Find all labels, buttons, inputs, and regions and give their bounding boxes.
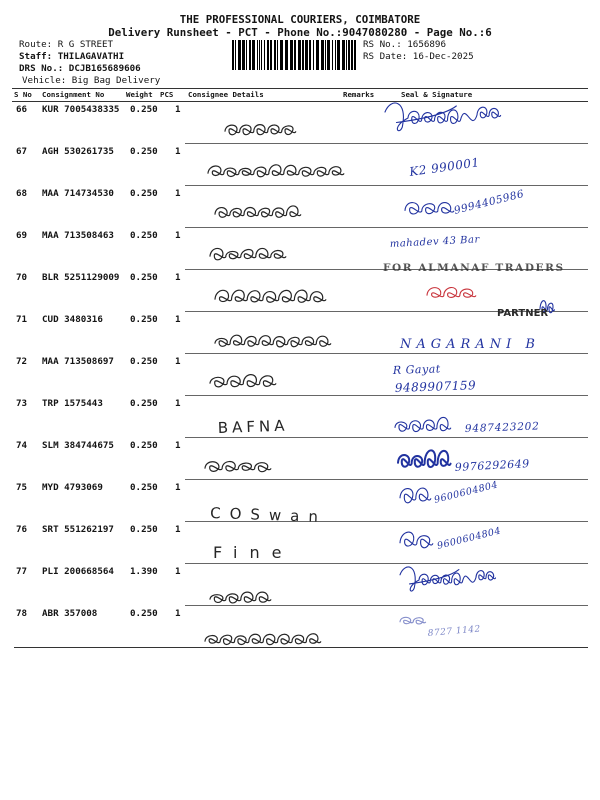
barcode-bar bbox=[313, 40, 314, 70]
seal-handwritten-note: K2 990001 bbox=[408, 155, 481, 179]
column-header-seal: Seal & Signature bbox=[401, 90, 473, 99]
seal-handwritten-note: 8727 1142 bbox=[427, 624, 482, 639]
barcode-bar bbox=[249, 40, 251, 70]
column-header-remarks: Remarks bbox=[343, 90, 375, 99]
drs-number: DRS No.: DCJB165689606 bbox=[19, 63, 141, 74]
rs-number: RS No.: 1656896 bbox=[363, 39, 446, 50]
company-title: THE PROFESSIONAL COURIERS, COIMBATORE bbox=[179, 13, 421, 26]
barcode-bar bbox=[335, 40, 336, 70]
pieces-count: 1 bbox=[175, 272, 181, 283]
consignment-number: ABR 357008 bbox=[42, 608, 98, 619]
weight-value: 0.250 bbox=[130, 104, 158, 115]
column-header-consignee: Consignee Details bbox=[188, 90, 264, 99]
seal-handwritten-note: 9600604804 bbox=[433, 479, 500, 506]
barcode-bar bbox=[277, 40, 278, 70]
pieces-count: 1 bbox=[175, 188, 181, 199]
weight-value: 0.250 bbox=[130, 230, 158, 241]
barcode-bar bbox=[232, 40, 234, 70]
weight-value: 0.250 bbox=[130, 524, 158, 535]
serial-number: 75 bbox=[16, 482, 28, 493]
pieces-count: 1 bbox=[175, 440, 181, 451]
seal-handwritten-note: 9976292649 bbox=[454, 457, 531, 474]
weight-value: 0.250 bbox=[130, 314, 158, 325]
rs-date: RS Date: 16-Dec-2025 bbox=[363, 51, 474, 62]
runsheet-info-right bbox=[363, 39, 474, 63]
consignment-number: CUD 3480316 bbox=[42, 314, 103, 325]
table-row bbox=[0, 395, 600, 437]
serial-number: 68 bbox=[16, 188, 28, 199]
consignee-name: BAFNA bbox=[217, 416, 289, 437]
serial-number: 69 bbox=[16, 230, 28, 241]
table-row bbox=[0, 521, 600, 563]
consignment-number: MAA 713508697 bbox=[42, 356, 114, 367]
column-header-weight: Weight bbox=[126, 90, 153, 99]
table-row bbox=[0, 437, 600, 479]
serial-number: 74 bbox=[16, 440, 28, 451]
barcode-bar bbox=[348, 40, 350, 70]
consignment-number: PLI 200668564 bbox=[42, 566, 114, 577]
serial-number: 71 bbox=[16, 314, 28, 325]
weight-value: 0.250 bbox=[130, 440, 158, 451]
barcode-bar bbox=[309, 40, 311, 70]
vehicle-label: Vehicle: Big Bag Delivery bbox=[22, 75, 161, 86]
barcode-bar bbox=[351, 40, 353, 70]
weight-value: 0.250 bbox=[130, 356, 158, 367]
serial-number: 76 bbox=[16, 524, 28, 535]
barcode-bar bbox=[252, 40, 255, 70]
serial-number: 78 bbox=[16, 608, 28, 619]
column-header-sno: S No bbox=[14, 90, 32, 99]
consignment-number: MAA 713508463 bbox=[42, 230, 114, 241]
serial-number: 72 bbox=[16, 356, 28, 367]
serial-number: 73 bbox=[16, 398, 28, 409]
barcode-bar bbox=[316, 40, 319, 70]
weight-value: 1.390 bbox=[130, 566, 158, 577]
seal-stamp: FOR ALMANAF TRADERS bbox=[383, 262, 565, 274]
pieces-count: 1 bbox=[175, 104, 181, 115]
seal-handwritten-note: mahadev 43 Bar bbox=[389, 234, 481, 250]
weight-value: 0.250 bbox=[130, 398, 158, 409]
consignment-number: MYD 4793069 bbox=[42, 482, 103, 493]
weight-value: 0.250 bbox=[130, 272, 158, 283]
table-row bbox=[0, 143, 600, 185]
weight-value: 0.250 bbox=[130, 608, 158, 619]
table-row bbox=[0, 185, 600, 227]
barcode-bar bbox=[302, 40, 304, 70]
table-row bbox=[0, 605, 600, 647]
barcode-bar bbox=[294, 40, 296, 70]
barcode-bar bbox=[332, 40, 333, 70]
serial-number: 67 bbox=[16, 146, 28, 157]
barcode-bar bbox=[270, 40, 272, 70]
pieces-count: 1 bbox=[175, 398, 181, 409]
pieces-count: 1 bbox=[175, 482, 181, 493]
seal-stamp: PARTNER bbox=[497, 308, 549, 319]
route-label: Route: R G STREET bbox=[19, 39, 114, 50]
table-row bbox=[0, 311, 600, 353]
barcode-bar bbox=[327, 40, 330, 70]
barcode-bar bbox=[280, 40, 283, 70]
consignment-number: TRP 1575443 bbox=[42, 398, 103, 409]
table-row bbox=[0, 101, 600, 143]
table-top-rule bbox=[12, 88, 588, 89]
seal-handwritten-note: 9489907159 bbox=[394, 378, 477, 395]
runsheet-info-left bbox=[19, 39, 160, 87]
barcode-bar bbox=[305, 40, 308, 70]
barcode-bar bbox=[235, 40, 236, 70]
consignment-number: MAA 714734530 bbox=[42, 188, 114, 199]
table-row bbox=[0, 227, 600, 269]
runsheet-title: Delivery Runsheet - PCT - Phone No.:9047080280 - Page No.:6 bbox=[108, 26, 492, 39]
consignee-name: COSwan bbox=[209, 504, 328, 527]
barcode bbox=[232, 40, 360, 70]
pieces-count: 1 bbox=[175, 608, 181, 619]
barcode-bar bbox=[264, 40, 265, 70]
weight-value: 0.250 bbox=[130, 482, 158, 493]
barcode-bar bbox=[267, 40, 269, 70]
consignee-name: Fine bbox=[213, 543, 294, 562]
barcode-bar bbox=[354, 40, 356, 70]
seal-handwritten-note: R Gayat bbox=[392, 362, 441, 377]
column-header-pcs: PCS bbox=[160, 90, 174, 99]
consignment-number: SRT 551262197 bbox=[42, 524, 114, 535]
seal-handwritten-note: 9994405986 bbox=[452, 187, 526, 217]
pieces-count: 1 bbox=[175, 230, 181, 241]
pieces-count: 1 bbox=[175, 566, 181, 577]
barcode-bar bbox=[261, 40, 262, 70]
barcode-bar bbox=[246, 40, 247, 70]
barcode-bar bbox=[325, 40, 326, 70]
seal-handwritten-note: 9600604804 bbox=[436, 525, 503, 552]
barcode-bar bbox=[342, 40, 345, 70]
pieces-count: 1 bbox=[175, 356, 181, 367]
staff-label: Staff: THILAGAVATHI bbox=[19, 51, 125, 62]
consignment-number: BLR 5251129009 bbox=[42, 272, 120, 283]
serial-number: 77 bbox=[16, 566, 28, 577]
column-header-consignment: Consignment No bbox=[42, 90, 105, 99]
barcode-bar bbox=[346, 40, 347, 70]
pieces-count: 1 bbox=[175, 146, 181, 157]
table-row bbox=[0, 353, 600, 395]
barcode-bar bbox=[259, 40, 260, 70]
pieces-count: 1 bbox=[175, 314, 181, 325]
table-row bbox=[0, 479, 600, 521]
weight-value: 0.250 bbox=[130, 146, 158, 157]
serial-number: 66 bbox=[16, 104, 28, 115]
row-divider bbox=[14, 647, 588, 648]
weight-value: 0.250 bbox=[130, 188, 158, 199]
barcode-bar bbox=[298, 40, 301, 70]
barcode-bar bbox=[290, 40, 293, 70]
seal-handwritten-note: NAGARANI B bbox=[400, 337, 540, 352]
barcode-bar bbox=[337, 40, 340, 70]
barcode-bar bbox=[274, 40, 276, 70]
barcode-bar bbox=[257, 40, 258, 70]
consignment-number: KUR 7005438335 bbox=[42, 104, 120, 115]
barcode-bar bbox=[321, 40, 324, 70]
barcode-bar bbox=[285, 40, 288, 70]
seal-handwritten-note: 9487423202 bbox=[464, 420, 540, 435]
serial-number: 70 bbox=[16, 272, 28, 283]
barcode-bar bbox=[238, 40, 241, 70]
consignment-number: AGH 530261735 bbox=[42, 146, 114, 157]
pieces-count: 1 bbox=[175, 524, 181, 535]
consignment-number: SLM 384744675 bbox=[42, 440, 114, 451]
table-row bbox=[0, 563, 600, 605]
table-row bbox=[0, 269, 600, 311]
barcode-bar bbox=[242, 40, 245, 70]
